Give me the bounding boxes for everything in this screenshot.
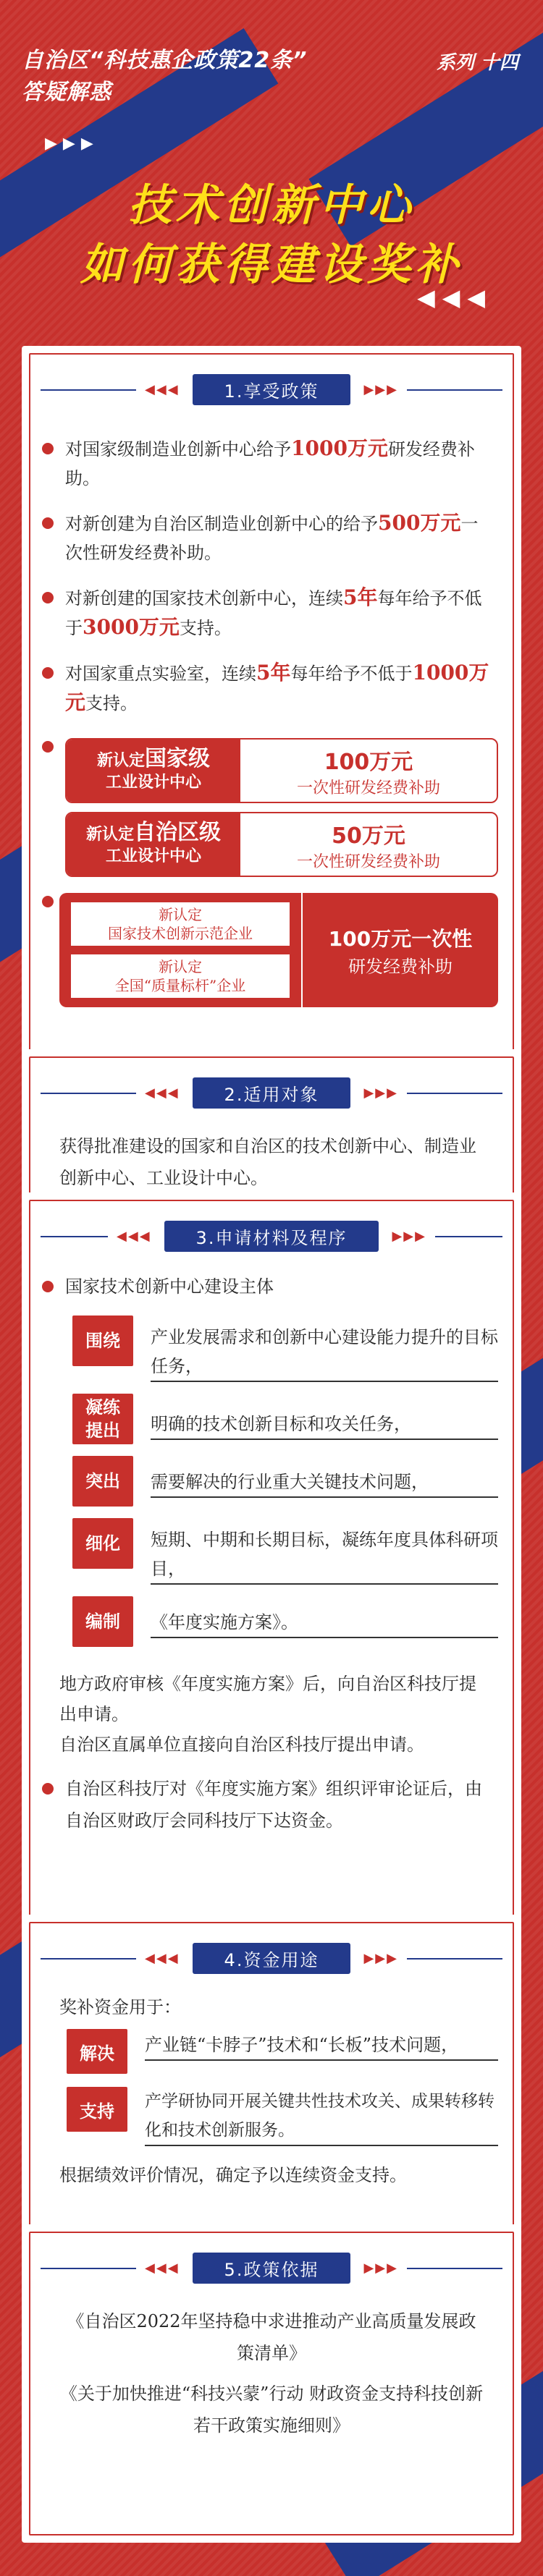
section-card-3 bbox=[22, 1192, 521, 1954]
header bbox=[0, 0, 543, 376]
chevron-right-icon: ▶▶▶ bbox=[363, 1950, 398, 1966]
use-text: 产学研协同开展关键共性技术攻关、成果转移转化和技术创新服务。 bbox=[145, 2087, 498, 2146]
step-tag: 编制 bbox=[72, 1596, 133, 1647]
use-text: 产业链“卡脖子”技术和“长板”技术问题， bbox=[145, 2029, 498, 2061]
step-tag: 围绕 bbox=[72, 1315, 133, 1366]
award-box: 新认定国家级 工业设计中心 100万元 一次性研发经费补助 bbox=[65, 738, 498, 803]
chevron-right-icon: ▶▶▶ bbox=[363, 381, 398, 397]
section-card-4 bbox=[22, 1915, 521, 2258]
policy-item: 对国家级制造业创新中心给予1000万元研发经费补助。 bbox=[30, 434, 513, 493]
main-title-line1: 技术创新中心 bbox=[128, 180, 415, 231]
step-tag: 细化 bbox=[72, 1518, 133, 1569]
award-box-large: 新认定 国家技术创新示范企业 新认定 全国“质量标杆”企业 100万元一次性 研发经费补助 bbox=[59, 893, 498, 1007]
arrow-left-icon: ◀◀◀ bbox=[417, 284, 492, 311]
step-tag: 凝练 提出 bbox=[72, 1394, 133, 1444]
header-title bbox=[22, 45, 355, 109]
section-title: 1.享受政策 bbox=[193, 374, 351, 405]
chevron-right-icon: ▶▶▶ bbox=[363, 2260, 398, 2276]
series-label: 系列 十四 bbox=[436, 52, 518, 74]
chevron-right-icon: ▶▶▶ bbox=[363, 1085, 398, 1101]
fund-use-item bbox=[67, 2029, 498, 2074]
chevron-left-icon: ◀◀◀ bbox=[117, 1228, 151, 1244]
procedure-paragraph: 地方政府审核《年度实施方案》后，向自治区科技厅提出申请。 bbox=[59, 1674, 476, 1724]
subject-heading: 国家技术创新中心建设主体 bbox=[30, 1272, 513, 1301]
procedure-step bbox=[72, 1315, 498, 1382]
bullet-icon bbox=[42, 443, 54, 454]
step-tag: 突出 bbox=[72, 1456, 133, 1507]
fund-intro: 奖补资金用于： bbox=[59, 1997, 181, 2017]
policy-item: 对新创建的国家技术创新中心，连续5年每年给予不低于3000万元支持。 bbox=[30, 583, 513, 643]
fund-outro: 根据绩效评价情况，确定予以连续资金支持。 bbox=[59, 2165, 407, 2185]
section-header bbox=[30, 373, 513, 405]
section-card-1 bbox=[22, 346, 521, 1084]
section-title: 2.适用对象 bbox=[193, 1077, 351, 1109]
header-title-line1: 自治区“科技惠企政策22条” bbox=[22, 48, 308, 73]
award-box: 新认定自治区级 工业设计中心 50万元 一次性研发经费补助 bbox=[65, 812, 498, 877]
policy-item: 对国家重点实验室，连续5年每年给予不低于1000万元支持。 bbox=[30, 658, 513, 718]
chevron-left-icon: ◀◀◀ bbox=[145, 381, 180, 397]
bullet-icon bbox=[42, 741, 54, 753]
step-text: 短期、中期和长期目标，凝练年度具体科研项目， bbox=[151, 1518, 498, 1585]
bullet-icon bbox=[42, 1783, 54, 1795]
section-title: 3.申请材料及程序 bbox=[164, 1221, 379, 1252]
procedure-step bbox=[72, 1456, 498, 1507]
policy-document: 《关于加快推进“科技兴蒙”行动 财政资金支持科技创新若干政策实施细则》 bbox=[59, 2384, 484, 2436]
step-text: 《年度实施方案》。 bbox=[151, 1596, 498, 1638]
section-header bbox=[30, 2252, 513, 2284]
chevron-left-icon: ◀◀◀ bbox=[145, 2260, 180, 2276]
applicable-targets-text: 获得批准建设的国家和自治区的技术创新中心、制造业创新中心、工业设计中心。 bbox=[59, 1136, 476, 1188]
section-card-5 bbox=[22, 2224, 521, 2543]
policy-document: 《自治区2022年坚持稳中求进推动产业高质量发展政策清单》 bbox=[67, 2311, 476, 2363]
bullet-icon bbox=[42, 517, 54, 529]
award-amount: 50万元 bbox=[332, 823, 405, 849]
step-text: 需要解决的行业重大关键技术问题， bbox=[151, 1456, 498, 1498]
section-title: 5.政策依据 bbox=[193, 2253, 351, 2284]
procedure-paragraph: 自治区直属单位直接向自治区科技厅提出申请。 bbox=[59, 1734, 424, 1755]
policy-item: 对新创建为自治区制造业创新中心的给予500万元一次性研发经费补助。 bbox=[30, 509, 513, 567]
procedure-step bbox=[72, 1518, 498, 1585]
procedure-step bbox=[72, 1596, 498, 1647]
section-header bbox=[30, 1077, 513, 1109]
main-title-line2: 如何获得建设奖补 bbox=[80, 240, 463, 290]
section-header bbox=[30, 1220, 513, 1252]
chevron-left-icon: ◀◀◀ bbox=[145, 1950, 180, 1966]
bullet-icon bbox=[42, 896, 54, 907]
use-tag: 解决 bbox=[67, 2029, 127, 2074]
procedure-step bbox=[72, 1394, 498, 1444]
header-title-line2: 答疑解惑 bbox=[22, 80, 111, 105]
section-title: 4.资金用途 bbox=[193, 1943, 351, 1974]
award-amount: 100万元 bbox=[324, 749, 413, 775]
fund-use-item bbox=[67, 2087, 498, 2146]
chevron-right-icon: ▶▶▶ bbox=[392, 1228, 426, 1244]
chevron-left-icon: ◀◀◀ bbox=[145, 1085, 180, 1101]
arrow-right-icon: ▶▶▶ bbox=[45, 135, 99, 153]
award-amount: 100万元一次性 bbox=[328, 926, 473, 951]
step-text: 产业发展需求和创新中心建设能力提升的目标任务， bbox=[151, 1315, 498, 1382]
section-header bbox=[30, 1942, 513, 1974]
bullet-icon bbox=[42, 592, 54, 603]
bullet-icon bbox=[42, 1281, 54, 1292]
procedure-paragraph: 自治区科技厅对《年度实施方案》组织评审论证后，由自治区财政厅会同科技厅下达资金。 bbox=[30, 1773, 513, 1836]
bullet-icon bbox=[42, 667, 54, 679]
use-tag: 支持 bbox=[67, 2087, 127, 2132]
step-text: 明确的技术创新目标和攻关任务， bbox=[151, 1394, 498, 1440]
